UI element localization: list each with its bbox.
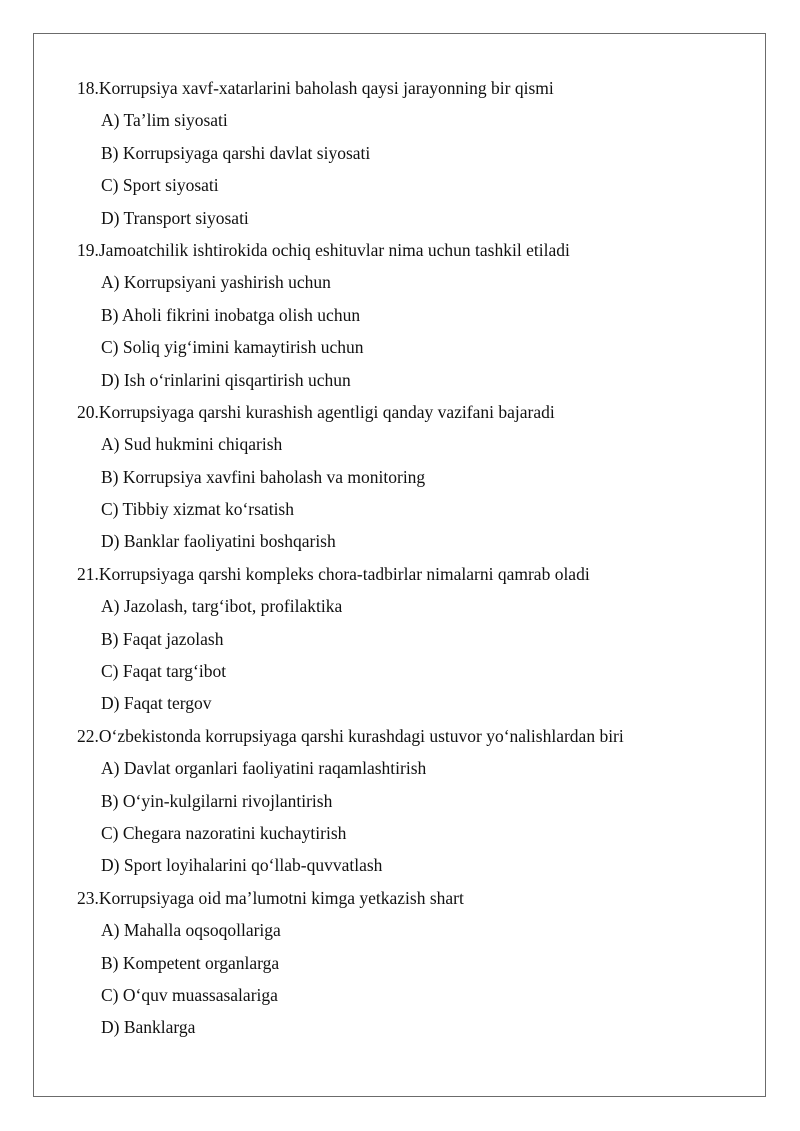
answer-option-c: C) Sport siyosati [101, 175, 219, 196]
answer-option-d: D) Sport loyihalarini qo‘llab-quvvatlash [101, 855, 383, 876]
question-text: Korrupsiyaga qarshi kompleks chora-tadbirlar nimalarni qamrab oladi [98, 563, 590, 584]
question-text: O‘zbekistonda korrupsiyaga qarshi kurashdagi ustuvor yo‘nalishlardan biri [98, 725, 624, 746]
answer-option-c: C) Chegara nazoratini kuchaytirish [101, 822, 347, 843]
answer-option-a: A) Mahalla oqsoqollariga [101, 920, 281, 941]
question-22 [77, 720, 757, 882]
answer-option-a: A) Sud hukmini chiqarish [101, 434, 283, 455]
question-stem [77, 72, 757, 104]
question-20 [77, 396, 757, 558]
question-list [77, 72, 757, 1044]
answer-option-a: A) Jazolash, targ‘ibot, profilaktika [101, 596, 343, 617]
answer-option-d: D) Banklarga [101, 1017, 196, 1038]
answer-option-c: C) O‘quv muassasalariga [101, 984, 278, 1005]
answer-option-b: B) Korrupsiya xavfini baholash va monitoring [101, 466, 426, 487]
answer-option-b: B) Korrupsiyaga qarshi davlat siyosati [101, 142, 371, 163]
question-21 [77, 558, 757, 720]
answer-option-d: D) Ish o‘rinlarini qisqartirish uchun [101, 369, 351, 390]
question-text: Korrupsiya xavf-xatarlarini baholash qaysi jarayonning bir qismi [98, 78, 554, 98]
question-stem [77, 396, 757, 428]
question-number: 18. [77, 78, 99, 98]
question-19 [77, 234, 757, 396]
question-text: Korrupsiyaga qarshi kurashish agentligi qanday vazifani bajaradi [98, 401, 555, 422]
answer-option-b: B) Kompetent organlarga [101, 952, 280, 973]
question-18 [77, 72, 757, 234]
answer-option-a: A) Korrupsiyani yashirish uchun [101, 272, 331, 293]
question-stem [77, 720, 757, 752]
answer-option-c: C) Faqat targ‘ibot [101, 661, 227, 682]
answer-option-a: A) Ta’lim siyosati [101, 110, 228, 131]
question-number: 19. [77, 239, 99, 260]
question-text: Korrupsiyaga oid ma’lumotni kimga yetkazish shart [98, 887, 464, 908]
answer-option-b: B) O‘yin-kulgilarni rivojlantirish [101, 790, 333, 811]
question-text: Jamoatchilik ishtirokida ochiq eshituvlar nima uchun tashkil etiladi [98, 239, 570, 260]
question-number: 23. [77, 887, 99, 908]
answer-option-b: B) Faqat jazolash [101, 628, 224, 649]
question-stem [77, 558, 757, 590]
answer-option-d: D) Banklar faoliyatini boshqarish [101, 531, 336, 552]
answer-option-a: A) Davlat organlari faoliyatini raqamlashtirish [101, 758, 427, 779]
answer-option-d: D) Transport siyosati [101, 207, 249, 228]
question-23 [77, 882, 757, 1044]
answer-option-c: C) Tibbiy xizmat ko‘rsatish [101, 499, 294, 520]
question-stem [77, 882, 757, 914]
question-number: 20. [77, 401, 99, 422]
question-stem [77, 234, 757, 266]
answer-option-b: B) Aholi fikrini inobatga olish uchun [101, 304, 361, 325]
question-number: 21. [77, 563, 99, 584]
answer-option-d: D) Faqat tergov [101, 693, 212, 714]
answer-option-c: C) Soliq yig‘imini kamaytirish uchun [101, 337, 364, 358]
question-number: 22. [77, 725, 99, 746]
